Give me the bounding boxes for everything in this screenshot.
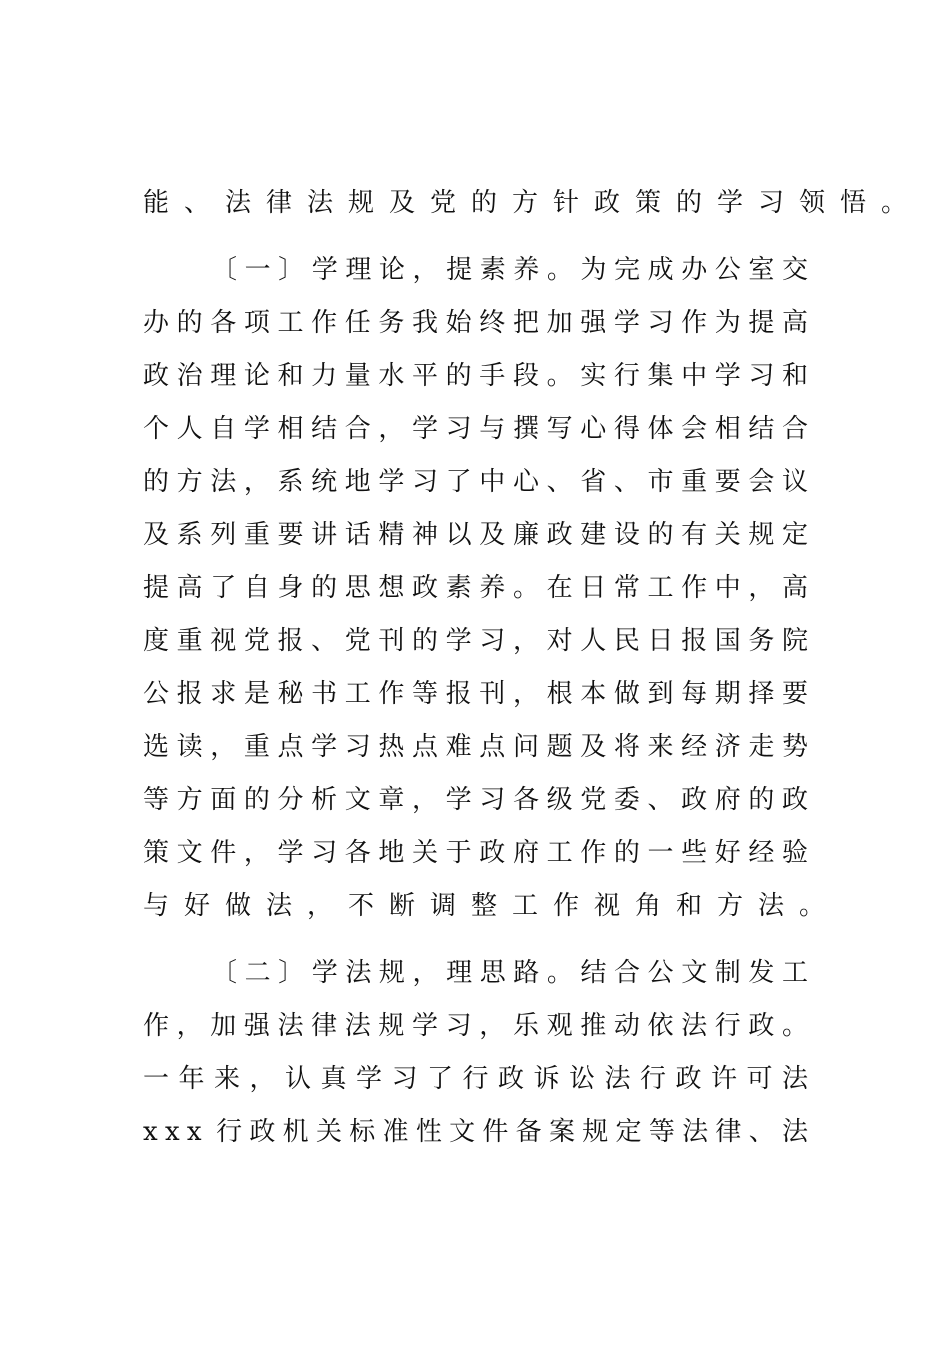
- text-line-17: 一 年 来 ， 认 真 学 习 了 行 政 诉 讼 法 行 政 许 可 法: [143, 1064, 808, 1094]
- text-line-3: 办 的 各 项 工 作 任 务 我 始 终 把 加 强 学 习 作 为 提 高: [143, 308, 808, 338]
- section-heading-1: 〔 一 〕 学 理 论 ， 提 素 养 。 为 完 成 办 公 室 交: [211, 255, 808, 285]
- text-line-12: 等 方 面 的 分 析 文 章 ， 学 习 各 级 党 委 、 政 府 的 政: [143, 785, 808, 815]
- text-line-16: 作 ， 加 强 法 律 法 规 学 习 ， 乐 观 推 动 依 法 行 政 。: [143, 1011, 808, 1041]
- text-line-1: 能、法律法规及党的方针政策的学习领悟。: [143, 188, 923, 218]
- text-line-7: 及 系 列 重 要 讲 话 精 神 以 及 廉 政 建 设 的 有 关 规 定: [143, 520, 808, 550]
- text-line-4: 政 治 理 论 和 力 量 水 平 的 手 段 。 实 行 集 中 学 习 和: [143, 361, 808, 391]
- text-line-5: 个 人 自 学 相 结 合 ， 学 习 与 撰 写 心 得 体 会 相 结 合: [143, 414, 808, 444]
- text-line-18: x x x 行 政 机 关 标 准 性 文 件 备 案 规 定 等 法 律 、 法: [143, 1117, 808, 1147]
- text-line-14: 与好做法，不断调整工作视角和方法。: [143, 891, 841, 921]
- text-line-9: 度 重 视 党 报 、 党 刊 的 学 习 ， 对 人 民 日 报 国 务 院: [143, 626, 808, 656]
- text-line-6: 的 方 法 ， 系 统 地 学 习 了 中 心 、 省 、 市 重 要 会 议: [143, 467, 808, 497]
- section-heading-2: 〔 二 〕 学 法 规 ， 理 思 路 。 结 合 公 文 制 发 工: [211, 958, 808, 988]
- text-line-11: 选 读 ， 重 点 学 习 热 点 难 点 问 题 及 将 来 经 济 走 势: [143, 732, 808, 762]
- text-line-8: 提 高 了 自 身 的 思 想 政 素 养 。 在 日 常 工 作 中 ， 高: [143, 573, 808, 603]
- text-line-10: 公 报 求 是 秘 书 工 作 等 报 刊 ， 根 本 做 到 每 期 择 要: [143, 679, 808, 709]
- text-line-13: 策 文 件 ， 学 习 各 地 关 于 政 府 工 作 的 一 些 好 经 验: [143, 838, 808, 868]
